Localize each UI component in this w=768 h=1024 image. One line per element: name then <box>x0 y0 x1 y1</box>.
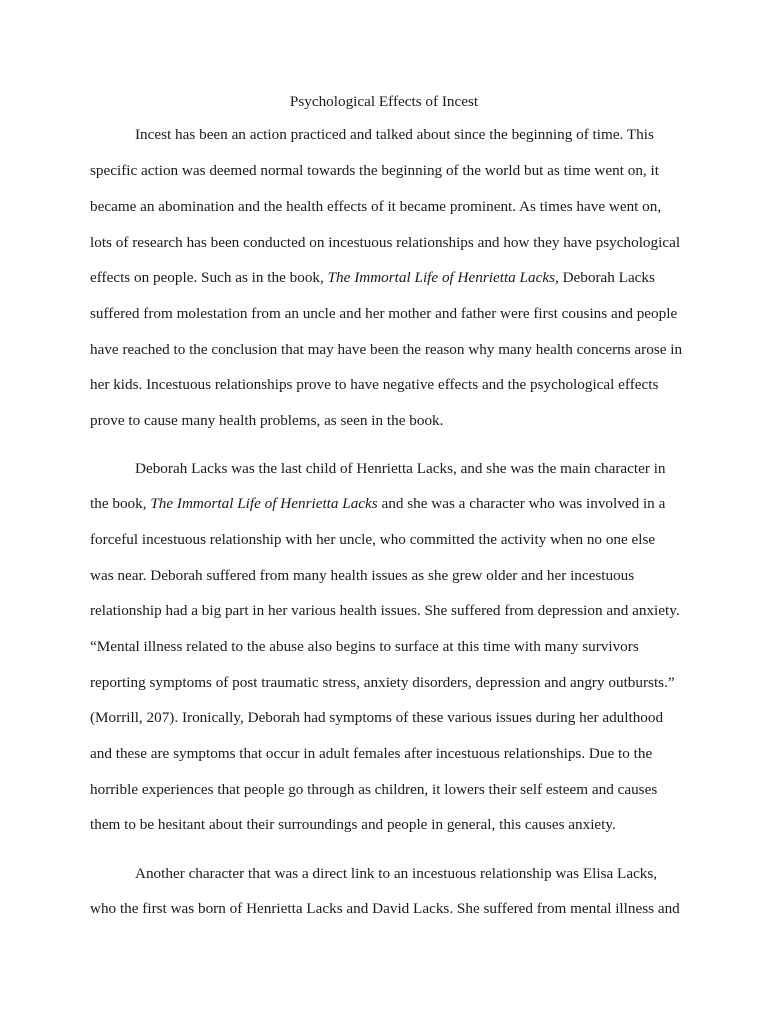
text-run: became an abomination and the health effects of it became prominent. As times have went on, <box>90 198 662 215</box>
paragraph-1-line-6 <box>90 304 677 324</box>
text-run: specific action was deemed normal towards the beginning of the world but as time went on, it <box>90 162 659 179</box>
text-run: forceful incestuous relationship with her uncle, who committed the activity when no one else <box>90 531 656 548</box>
text-run: them to be hesitant about their surroundings and people in general, this causes anxiety. <box>90 816 616 833</box>
paragraph-2-line-10 <box>90 780 657 800</box>
text-run: have reached to the conclusion that may have been the reason why many health concerns arose in <box>90 341 683 358</box>
paragraph-1-line-4 <box>90 233 680 253</box>
paragraph-1-line-5 <box>90 268 655 288</box>
paragraph-2-line-2 <box>90 494 665 514</box>
book-title-italic: The Immortal Life of Henrietta Lacks, <box>327 269 559 286</box>
text-run: Incest has been an action practiced and talked about since the beginning of time. This <box>135 126 654 143</box>
text-run: her kids. Incestuous relationships prove to have negative effects and the psychological effects <box>90 376 659 393</box>
paragraph-2-line-3 <box>90 530 655 550</box>
text-run: and these are symptoms that occur in adult females after incestuous relationships. Due to the <box>90 745 653 762</box>
paragraph-2-line-5 <box>90 601 680 621</box>
document-title: Psychological Effects of Incest <box>289 93 479 110</box>
paragraph-1-line-7 <box>90 340 682 360</box>
paragraph-2-line-1 <box>135 459 666 479</box>
text-run: Deborah Lacks <box>558 269 655 286</box>
text-run: suffered from molestation from an uncle and her mother and father were first cousins and people <box>90 305 678 322</box>
paragraph-3-line-2 <box>90 899 680 919</box>
text-run: effects on people. Such as in the book, <box>90 269 328 286</box>
text-run: the book, <box>90 495 151 512</box>
paragraph-1-line-3 <box>90 197 661 217</box>
text-run: reporting symptoms of post traumatic stress, anxiety disorders, depression and angry outbursts.” <box>90 674 675 691</box>
text-run: who the first was born of Henrietta Lacks and David Lacks. She suffered from mental illness and <box>90 900 680 917</box>
paragraph-2-line-4 <box>90 566 634 586</box>
text-run: horrible experiences that people go through as children, it lowers their self esteem and causes <box>90 781 658 798</box>
paragraph-3-line-1 <box>135 864 657 884</box>
paragraph-1-line-9 <box>90 411 443 431</box>
text-run: Deborah Lacks was the last child of Henrietta Lacks, and she was the main character in <box>135 460 666 477</box>
paragraph-2-line-11 <box>90 815 616 835</box>
book-title-italic: The Immortal Life of Henrietta Lacks <box>150 495 378 512</box>
text-run: (Morrill, 207). Ironically, Deborah had symptoms of these various issues during her adulthood <box>90 709 664 726</box>
paragraph-1-line-8 <box>90 375 658 395</box>
text-run: prove to cause many health problems, as seen in the book. <box>90 412 444 429</box>
text-run: and she was a character who was involved in a <box>377 495 666 512</box>
text-run: relationship had a big part in her various health issues. She suffered from depression and anxiety. <box>90 602 680 619</box>
text-run: was near. Deborah suffered from many health issues as she grew older and her incestuous <box>90 567 635 584</box>
text-run: lots of research has been conducted on incestuous relationships and how they have psychological <box>90 234 681 251</box>
paragraph-2-line-9 <box>90 744 652 764</box>
paragraph-2-line-6 <box>90 637 639 657</box>
paragraph-2-line-8 <box>90 708 663 728</box>
paragraph-1-line-2 <box>90 161 659 181</box>
paragraph-2-line-7 <box>90 673 675 693</box>
text-run: “Mental illness related to the abuse also begins to surface at this time with many survivors <box>90 638 639 655</box>
text-run: Another character that was a direct link to an incestuous relationship was Elisa Lacks, <box>135 865 658 882</box>
paragraph-1-line-1 <box>135 125 654 145</box>
